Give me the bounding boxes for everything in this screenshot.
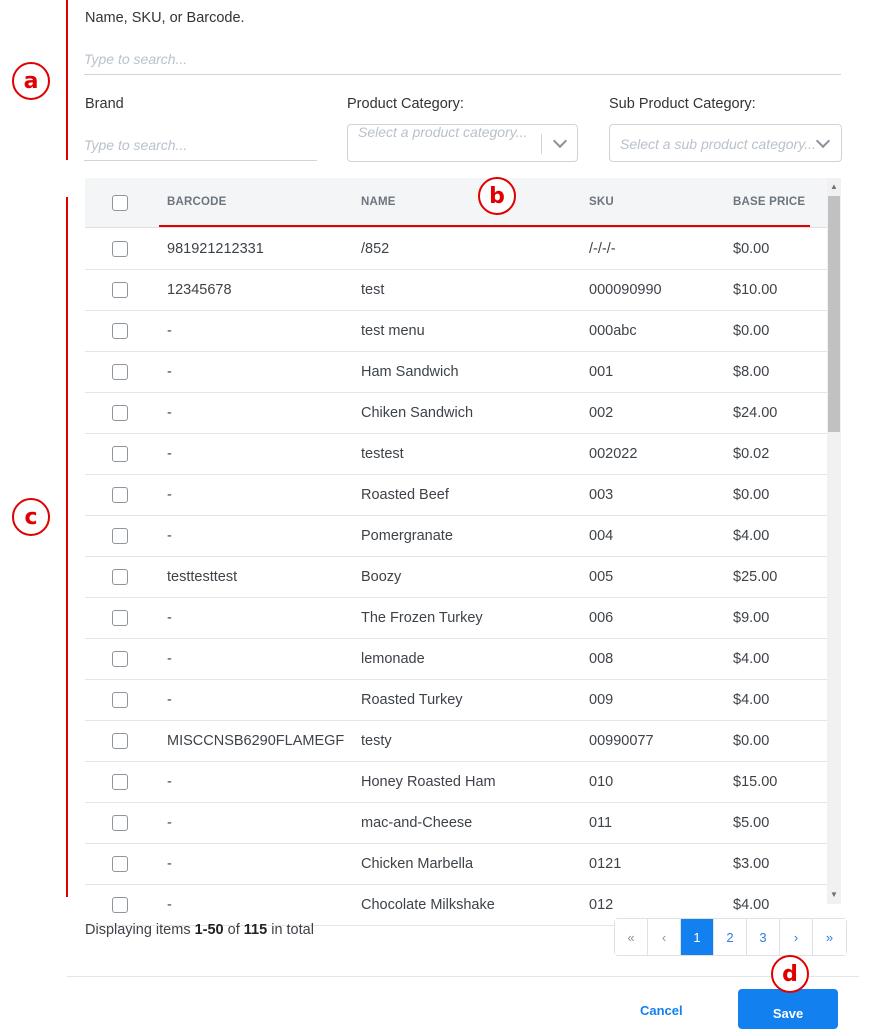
cell-name: Roasted Beef [361,487,449,503]
cell-barcode: - [167,323,172,339]
cell-barcode: MISCCNSB6290FLAMEGF [167,733,345,749]
row-checkbox[interactable] [112,897,128,913]
cell-sku: /-/-/- [589,241,616,257]
cell-sku: 010 [589,774,614,790]
product-table [85,178,841,913]
prev-page-button[interactable]: ‹ [648,919,681,955]
brand-underline [84,160,317,161]
scroll-down-arrow-icon[interactable]: ▼ [830,890,838,899]
cell-base-price: $8.00 [733,364,770,380]
save-button[interactable]: Save [738,989,838,1029]
header-sku[interactable]: SKU [589,196,614,208]
cell-barcode: 12345678 [167,282,232,298]
table-scrollbar[interactable] [827,178,841,904]
cell-base-price: $9.00 [733,610,770,626]
row-checkbox[interactable] [112,692,128,708]
last-page-button[interactable]: » [813,919,846,955]
cell-base-price: $25.00 [733,569,778,585]
row-checkbox[interactable] [112,528,128,544]
cell-barcode: 981921212331 [167,241,264,257]
annotation-line-b [159,225,810,227]
header-barcode[interactable]: BARCODE [167,196,227,208]
cell-sku: 012 [589,897,614,913]
cell-barcode: - [167,487,172,503]
display-total: 115 [243,922,268,938]
cell-base-price: $0.02 [733,446,770,462]
annotation-marker-b: b [478,177,516,215]
table-row[interactable] [85,475,827,516]
cell-barcode: - [167,815,172,831]
cell-sku: 001 [589,364,614,380]
cell-barcode: - [167,364,172,380]
footer-divider [67,976,859,977]
row-checkbox[interactable] [112,323,128,339]
cell-name: testest [361,446,404,462]
first-page-button[interactable]: « [615,919,648,955]
cell-name: Boozy [361,569,402,585]
cell-barcode: testtesttest [167,569,238,585]
table-row[interactable] [85,762,827,803]
cell-base-price: $4.00 [733,651,770,667]
row-checkbox[interactable] [112,815,128,831]
row-checkbox[interactable] [112,569,128,585]
cell-sku: 0121 [589,856,622,872]
table-row[interactable] [85,311,827,352]
row-checkbox[interactable] [112,282,128,298]
cell-name: mac-and-Cheese [361,815,473,831]
annotation-line-a [66,0,68,160]
header-name[interactable]: NAME [361,196,396,208]
scroll-thumb[interactable] [828,196,840,432]
cell-name: /852 [361,241,390,257]
cell-sku: 004 [589,528,614,544]
cell-base-price: $0.00 [733,241,770,257]
cell-barcode: - [167,897,172,913]
annotation-line-c [66,197,68,897]
display-range: 1-50 [194,922,224,938]
cell-name: Honey Roasted Ham [361,774,496,790]
subcategory-label: Sub Product Category: [609,96,756,112]
chevron-down-icon[interactable] [816,134,830,148]
brand-label: Brand [85,96,124,112]
page-2-button[interactable]: 2 [714,919,747,955]
cell-base-price: $4.00 [733,897,770,913]
cell-name: Ham Sandwich [361,364,459,380]
cell-sku: 008 [589,651,614,667]
row-checkbox[interactable] [112,405,128,421]
cell-name: test [361,282,385,298]
cell-base-price: $0.00 [733,487,770,503]
page-3-button[interactable]: 3 [747,919,780,955]
cell-name: Roasted Turkey [361,692,463,708]
chevron-down-icon[interactable] [553,134,567,148]
select-all-checkbox[interactable] [112,195,128,211]
cell-base-price: $4.00 [733,528,770,544]
cell-base-price: $3.00 [733,856,770,872]
cell-sku: 000090990 [589,282,662,298]
cell-barcode: - [167,692,172,708]
table-row[interactable] [85,803,827,844]
cell-barcode: - [167,774,172,790]
cell-base-price: $24.00 [733,405,778,421]
cell-name: Chicken Marbella [361,856,474,872]
cell-sku: 009 [589,692,614,708]
cell-sku: 006 [589,610,614,626]
table-row[interactable] [85,639,827,680]
pagination [614,918,847,956]
table-row[interactable] [85,516,827,557]
cell-base-price: $0.00 [733,733,770,749]
table-row[interactable] [85,393,827,434]
row-checkbox[interactable] [112,774,128,790]
display-of: of [223,922,244,938]
cell-sku: 002022 [589,446,638,462]
scroll-up-arrow-icon[interactable]: ▲ [830,182,838,191]
search-input[interactable] [84,48,840,70]
table-row[interactable] [85,598,827,639]
row-checkbox[interactable] [112,733,128,749]
cell-name: Chocolate Milkshake [361,897,495,913]
cell-base-price: $15.00 [733,774,778,790]
cell-name: lemonade [361,651,425,667]
search-underline [84,74,841,75]
cell-barcode: - [167,856,172,872]
next-page-button[interactable]: › [780,919,813,955]
row-checkbox[interactable] [112,651,128,667]
cell-sku: 000abc [589,323,637,339]
annotation-marker-c: c [12,498,50,536]
category-select-separator [541,134,542,154]
cell-sku: 005 [589,569,614,585]
cell-barcode: - [167,446,172,462]
brand-search-input[interactable] [84,134,316,156]
table-row[interactable] [85,270,827,311]
cell-name: testy [361,733,392,749]
annotation-marker-d: d [771,955,809,993]
cell-barcode: - [167,405,172,421]
display-suffix: in total [267,922,314,938]
cell-barcode: - [167,528,172,544]
subcategory-select-placeholder: Select a sub product category... [620,136,816,152]
cell-name: The Frozen Turkey [361,610,483,626]
table-row[interactable] [85,844,827,885]
cell-barcode: - [167,651,172,667]
page-1-button[interactable]: 1 [681,919,714,955]
table-row[interactable] [85,557,827,598]
header-base-price[interactable]: BASE PRICE [733,196,806,208]
cell-base-price: $4.00 [733,692,770,708]
cell-sku: 00990077 [589,733,654,749]
display-summary [85,922,314,938]
display-prefix: Displaying items [85,922,195,938]
table-row[interactable] [85,721,827,762]
cell-name: Pomergranate [361,528,453,544]
row-checkbox[interactable] [112,610,128,626]
cell-sku: 002 [589,405,614,421]
category-select-placeholder: Select a product category... [358,124,528,140]
row-checkbox[interactable] [112,856,128,872]
cell-base-price: $10.00 [733,282,778,298]
category-select[interactable] [347,124,578,162]
subcategory-select[interactable] [609,124,842,162]
row-checkbox[interactable] [112,241,128,257]
cancel-button[interactable]: Cancel [640,1003,683,1018]
table-row[interactable] [85,434,827,475]
category-label: Product Category: [347,96,464,112]
cell-base-price: $0.00 [733,323,770,339]
cell-sku: 011 [589,815,613,831]
table-header [85,178,827,228]
cell-sku: 003 [589,487,614,503]
cell-name: Chiken Sandwich [361,405,474,421]
row-checkbox[interactable] [112,364,128,380]
cell-name: test menu [361,323,425,339]
cell-barcode: - [167,610,172,626]
table-row[interactable] [85,352,827,393]
table-row[interactable] [85,680,827,721]
table-row[interactable] [85,229,827,270]
search-label: Name, SKU, or Barcode. [85,10,245,26]
annotation-marker-a: a [12,62,50,100]
row-checkbox[interactable] [112,487,128,503]
row-checkbox[interactable] [112,446,128,462]
cell-base-price: $5.00 [733,815,770,831]
